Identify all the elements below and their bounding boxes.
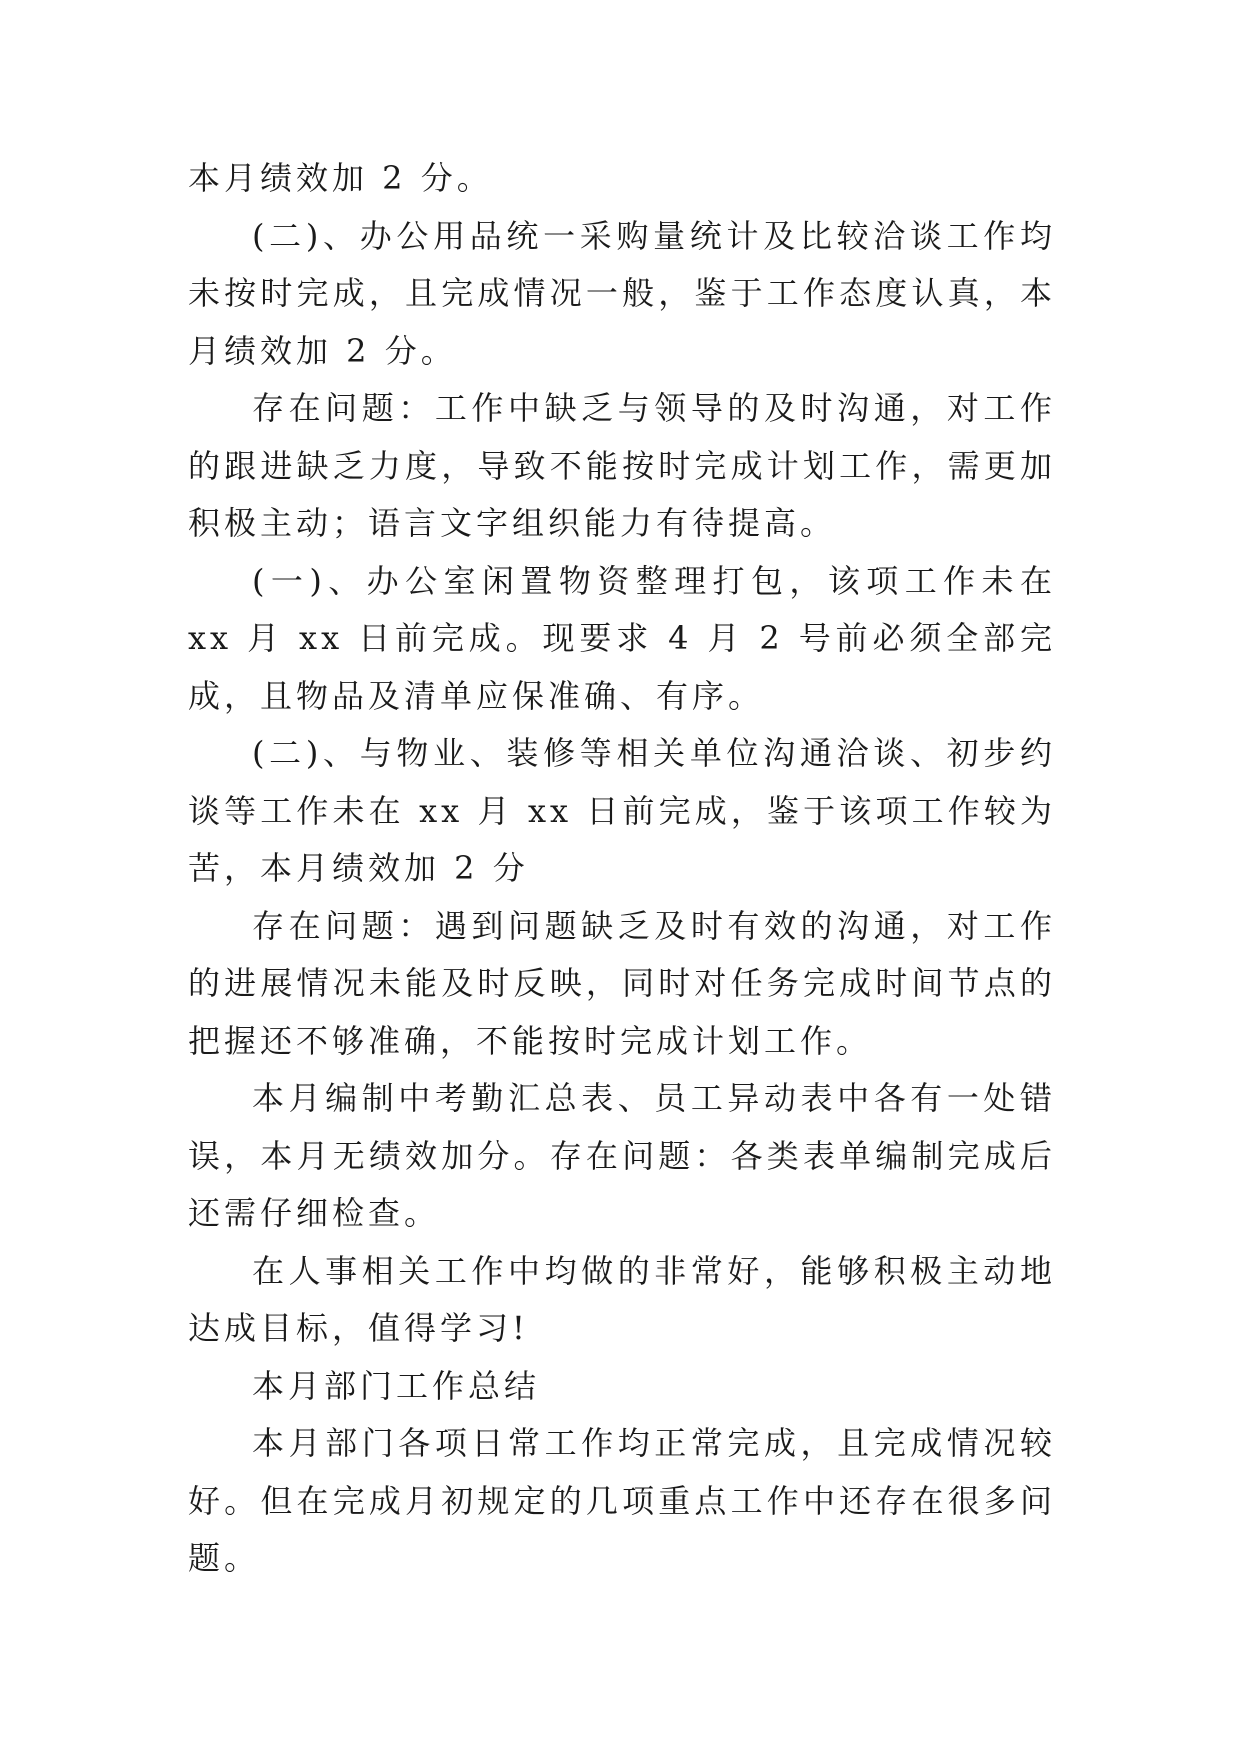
paragraph-6: 存在问题：遇到问题缺乏及时有效的沟通，对工作的进展情况未能及时反映，同时对任务完成时间节点的把握还不够准确，不能按时完成计划工作。 — [188, 906, 1056, 1060]
document-body — [188, 150, 1056, 1588]
paragraph-8: 在人事相关工作中均做的非常好，能够积极主动地达成目标，值得学习! — [188, 1251, 1056, 1347]
paragraph-5: (二)、与物业、装修等相关单位沟通洽谈、初步约谈等工作未在 xx 月 xx 日前完成，鉴于该项工作较为苦，本月绩效加 2 分 — [188, 734, 1056, 887]
paragraph-10: 本月部门各项日常工作均正常完成，且完成情况较好。但在完成月初规定的几项重点工作中还存在很多问题。 — [188, 1424, 1056, 1577]
paragraph-4: (一)、办公室闲置物资整理打包，该项工作未在 xx 月 xx 日前完成。现要求 4 月 2 号前必须全部完成，且物品及清单应保准确、有序。 — [188, 561, 1056, 715]
paragraph-2: (二)、办公用品统一采购量统计及比较洽谈工作均未按时完成，且完成情况一般，鉴于工作态度认真，本月绩效加 2 分。 — [188, 216, 1056, 370]
paragraph-1: 本月绩效加 2 分。 — [188, 159, 493, 197]
section-heading: 本月部门工作总结 — [252, 1366, 541, 1405]
paragraph-7: 本月编制中考勤汇总表、员工异动表中各有一处错误，本月无绩效加分。存在问题：各类表单编制完成后还需仔细检查。 — [188, 1079, 1056, 1232]
paragraph-3: 存在问题：工作中缺乏与领导的及时沟通，对工作的跟进缺乏力度，导致不能按时完成计划工作，需更加积极主动；语言文字组织能力有待提高。 — [188, 389, 1056, 542]
